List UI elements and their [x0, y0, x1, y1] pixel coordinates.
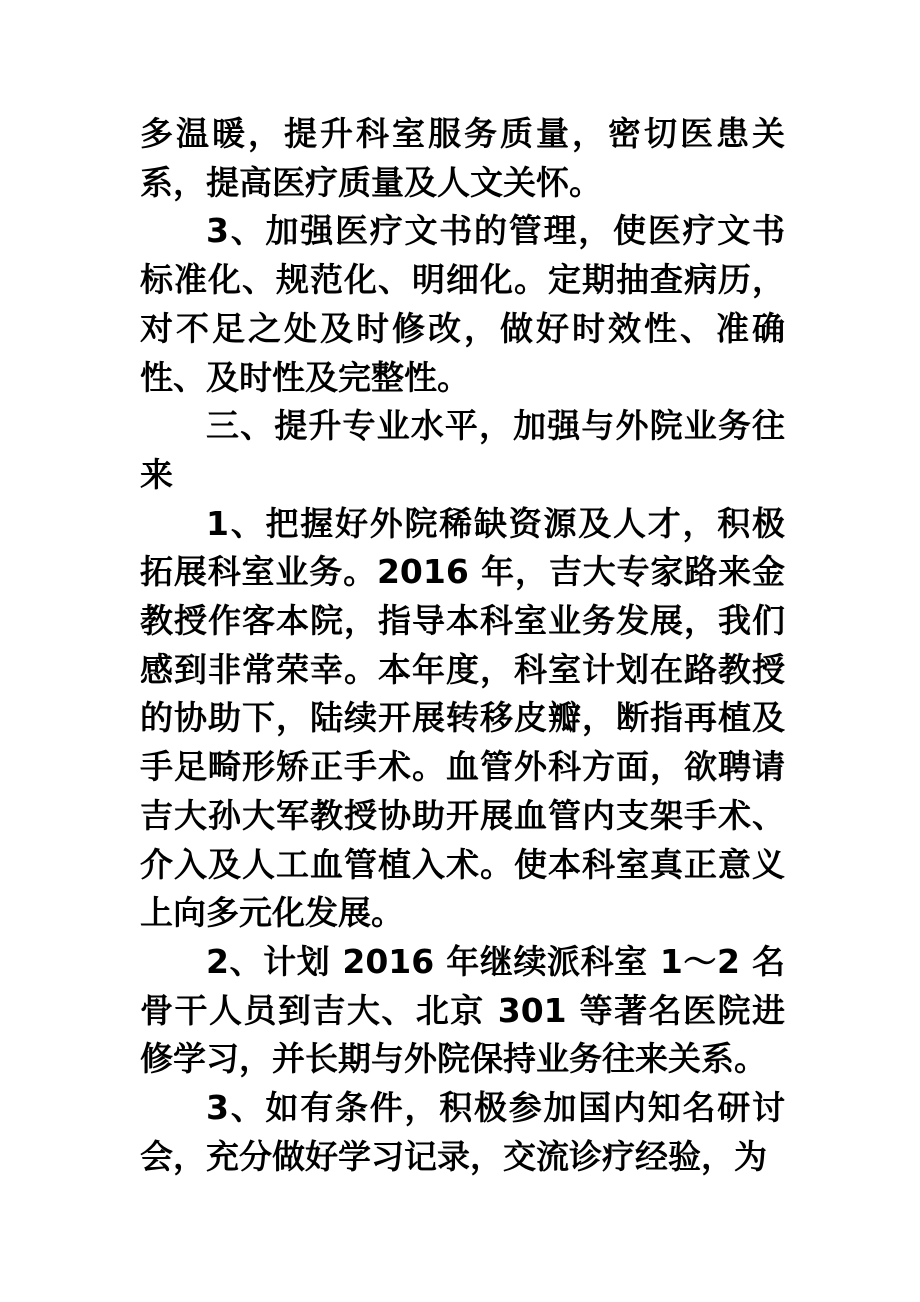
- paragraph-continuation: 多温暖，提升科室服务质量，密切医患关系，提高医疗质量及人文关怀。: [140, 114, 785, 202]
- paragraph-external-resources: 1、把握好外院稀缺资源及人才，积极拓展科室业务。2016 年，吉大专家路来金教授作客本院，指导本科室业务发展，我们感到非常荣幸。本年度，科室计划在路教授的协助下，陆续开展转移皮瓣，断指再植及手足畸形矫正手术。血管外科方面，欲聘请吉大孙大军教授协助开展血管内支架手术、介入及人工血管植入术。使本科室真正意义上向多元化发展。: [140, 503, 785, 933]
- document-body: [140, 110, 785, 1181]
- paragraph-training-plan: 2、计划 2016 年继续派科室 1～2 名骨干人员到吉大、北京 301 等著名医院进修学习，并长期与外院保持业务往来关系。: [140, 941, 785, 1079]
- section-heading-professional-level: 三、提升专业水平，加强与外院业务往来: [140, 406, 785, 494]
- paragraph-medical-documents: 3、加强医疗文书的管理，使医疗文书标准化、规范化、明细化。定期抽查病历，对不足之处及时修改，做好时效性、准确性、及时性及完整性。: [140, 211, 785, 397]
- paragraph-conferences: 3、如有条件，积极参加国内知名研讨会，充分做好学习记录，交流诊疗经验，为: [140, 1088, 785, 1176]
